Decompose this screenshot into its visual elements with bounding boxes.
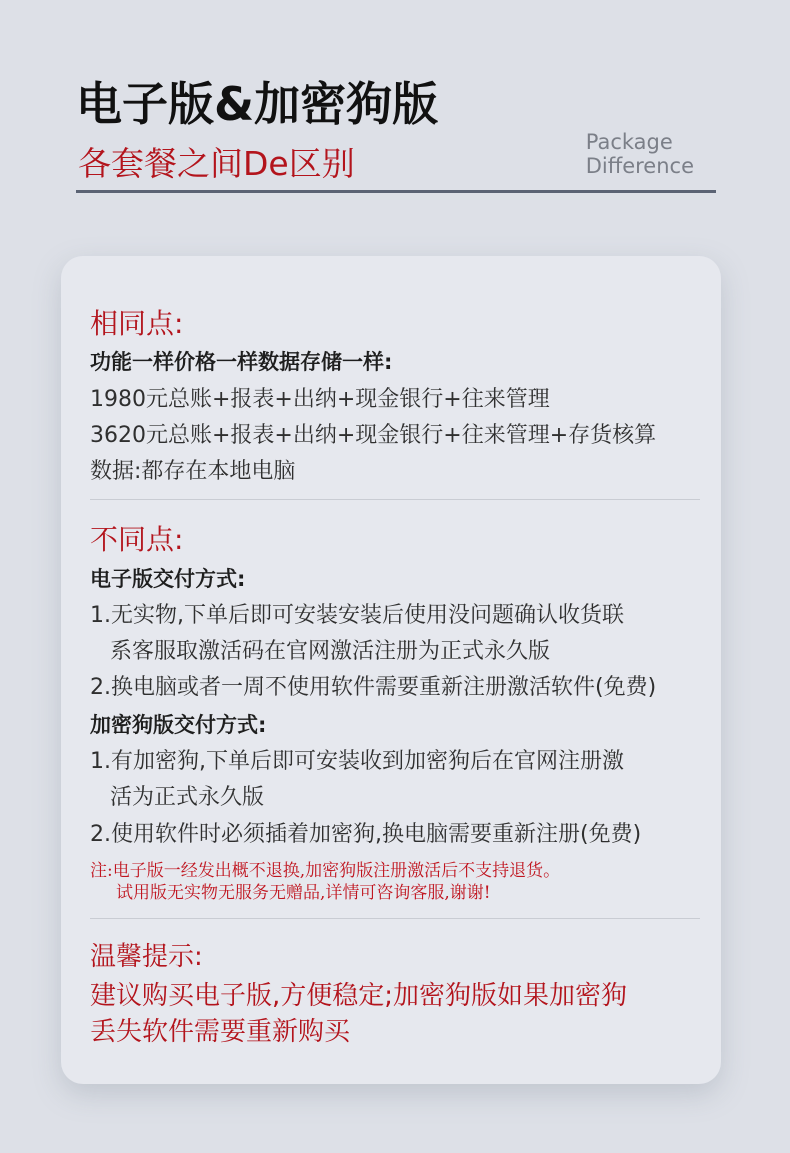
tips-title: 温馨提示:: [90, 942, 203, 972]
note-line-1: 注:电子版一经发出概不退换,加密狗版注册激活后不支持退货。: [90, 861, 561, 881]
dongle-line-2: 活为正式永久版: [110, 785, 265, 810]
dongle-line-3: 2.使用软件时必须插着加密狗,换电脑需要重新注册(免费): [90, 822, 642, 847]
note-line-2: 试用版无实物无服务无赠品,详情可咨询客服,谢谢!: [116, 883, 491, 903]
section-divider: [90, 499, 700, 500]
same-line-1: 1980元总账+报表+出纳+现金银行+往来管理: [90, 387, 550, 412]
header-divider: [76, 190, 716, 193]
electronic-delivery-title: 电子版交付方式:: [90, 567, 246, 591]
same-line-2: 3620元总账+报表+出纳+现金银行+往来管理+存货核算: [90, 423, 657, 448]
dongle-delivery-title: 加密狗版交付方式:: [90, 713, 267, 737]
section-divider: [90, 918, 700, 919]
same-section-subtitle: 功能一样价格一样数据存储一样:: [90, 350, 393, 374]
english-subtitle-line-2: Difference: [585, 154, 694, 178]
same-section-title: 相同点:: [90, 307, 184, 340]
dongle-line-1: 1.有加密狗,下单后即可安装收到加密狗后在官网注册激: [90, 749, 624, 774]
page-header: [76, 68, 716, 196]
comparison-card: [61, 256, 721, 1084]
english-subtitle: [586, 130, 694, 178]
page-subtitle: 各套餐之间De区别: [78, 144, 355, 183]
electronic-line-1: 1.无实物,下单后即可安装安装后使用没问题确认收货联: [90, 603, 624, 628]
page-title: 电子版&加密狗版: [76, 77, 439, 131]
english-subtitle-line-1: Package: [585, 130, 673, 154]
same-line-3: 数据:都存在本地电脑: [90, 459, 296, 484]
electronic-line-3: 2.换电脑或者一周不使用软件需要重新注册激活软件(免费): [90, 675, 657, 700]
diff-section-title: 不同点:: [90, 523, 184, 556]
electronic-line-2: 系客服取激活码在官网激活注册为正式永久版: [110, 639, 551, 664]
tip-line-2: 丢失软件需要重新购买: [90, 1017, 351, 1047]
tip-line-1: 建议购买电子版,方便稳定;加密狗版如果加密狗: [90, 981, 628, 1011]
